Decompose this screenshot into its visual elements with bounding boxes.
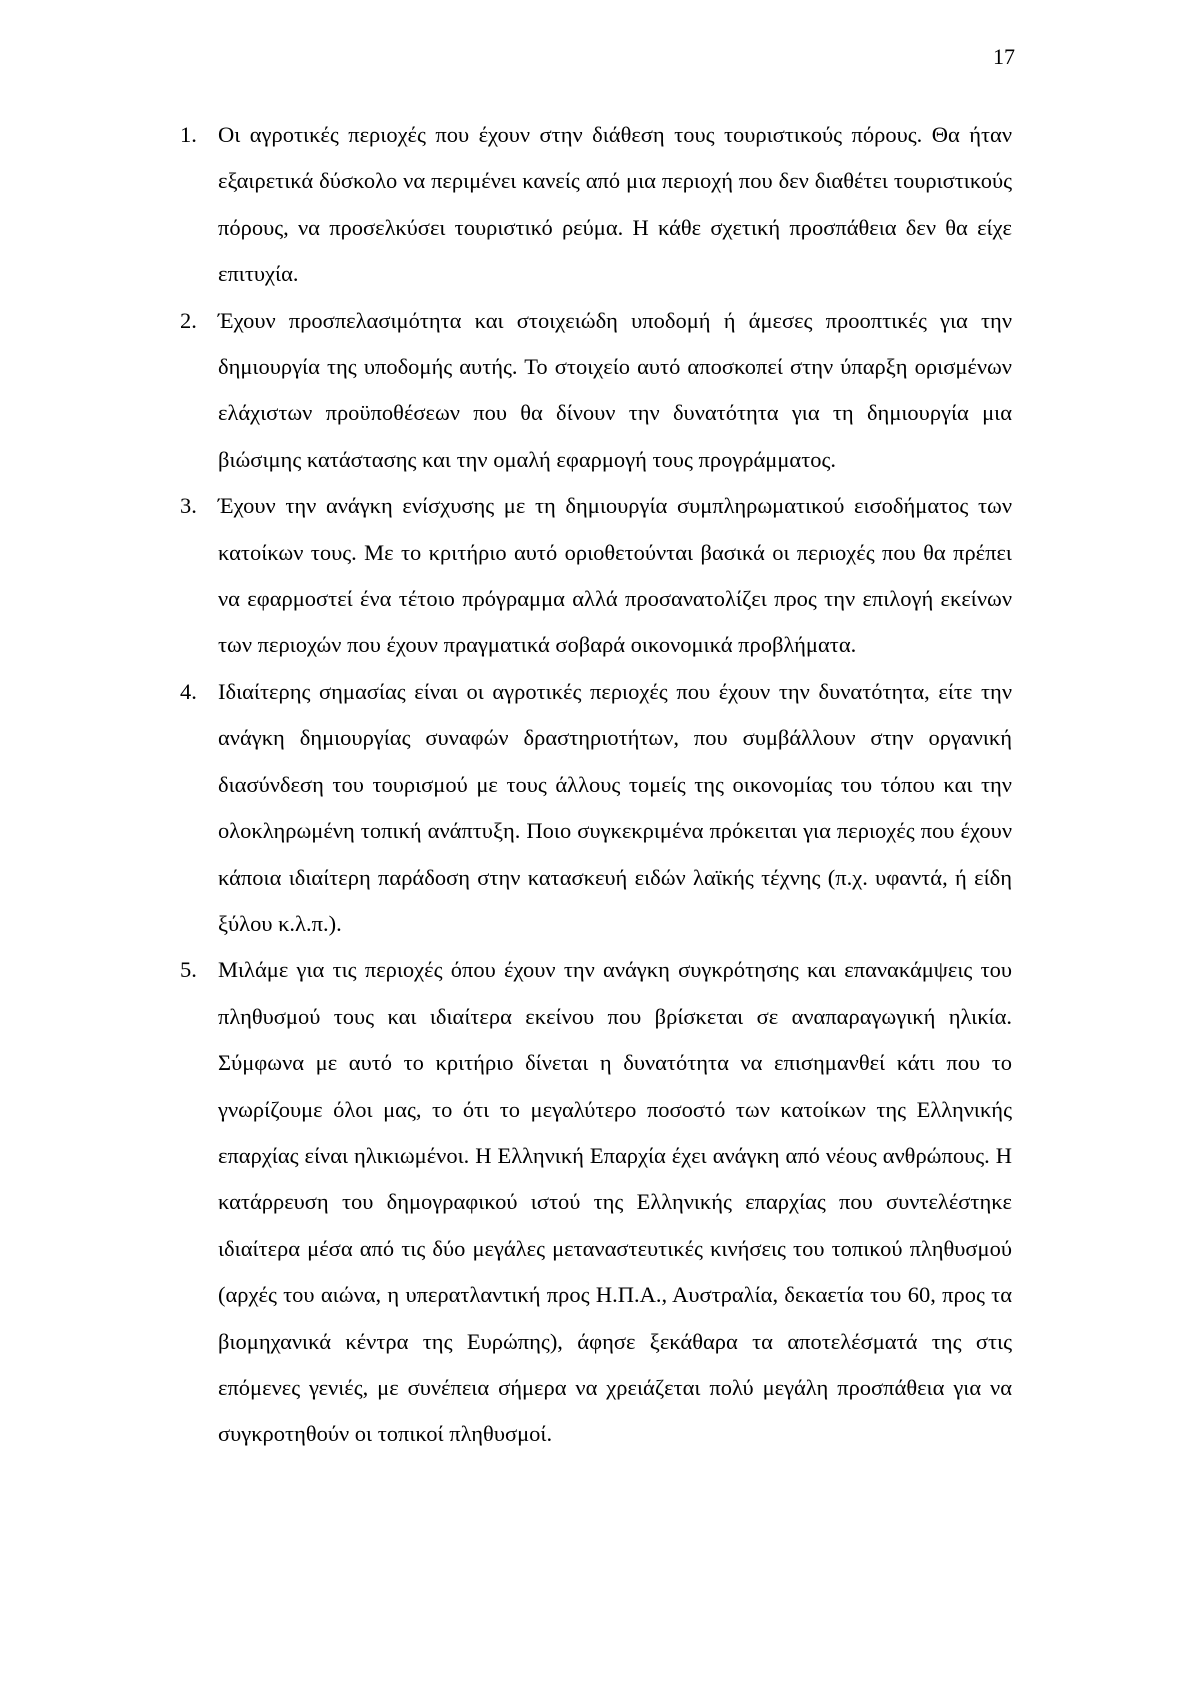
list-item [180,298,1012,484]
list-item-text: Μιλάμε για τις περιοχές όπου έχουν την ανάγκη συγκρότησης και επανακάμψεις του πληθυσμού τους και ιδιαίτερα εκείνου που βρίσκεται σε αναπαραγωγική ηλικία. Σύμφωνα με αυτό το κριτήριο δίνεται η δυνατότητα να επισημανθεί κάτι που το γνωρίζουμε όλοι μας, το ότι το μεγαλύτερο ποσοστό των κατοίκων της Ελληνικής επαρχίας είναι ηλικιωμένοι. Η Ελληνική Επαρχία έχει ανάγκη από νέους ανθρώπους. Η κατάρρευση του δημογραφικού ιστού της Ελληνικής επαρχίας που συντελέστηκε ιδιαίτερα μέσα από τις δύο μεγάλες μεταναστευτικές κινήσεις του τοπικού πληθυσμού (αρχές του αιώνα, η υπερατλαντική προς Η.Π.Α., Αυστραλία, δεκαετία του 60, προς τα βιομηχανικά κέντρα της Ευρώπης), άφησε ξεκάθαρα τα αποτελέσματά της στις επόμενες γενιές, με συνέπεια σήμερα να χρειάζεται πολύ μεγάλη προσπάθεια για να συγκροτηθούν οι τοπικοί πληθυσμοί. [218,957,1012,1447]
list-item-number: 5. [180,957,197,983]
page-number: 17 [993,44,1015,69]
list-item-number: 2. [180,307,197,333]
list-item-text: Οι αγροτικές περιοχές που έχουν στην διάθεση τους τουριστικούς πόρους. Θα ήταν εξαιρετικά δύσκολο να περιμένει κανείς από μια περιοχή που δεν διαθέτει τουριστικούς πόρους, να προσελκύσει τουριστικό ρεύμα. Η κάθε σχετική προσπάθεια δεν θα είχε επιτυχία. [218,122,1012,287]
list-item [180,947,1012,1457]
list-item [180,669,1012,947]
criteria-list [180,112,1012,1458]
list-item-text: Έχουν προσπελασιμότητα και στοιχειώδη υποδομή ή άμεσες προοπτικές για την δημιουργία της υποδομής αυτής. Το στοιχείο αυτό αποσκοπεί στην ύπαρξη ορισμένων ελάχιστων προϋποθέσεων που θα δίνουν την δυνατότητα για τη δημιουργία μια βιώσιμης κατάστασης και την ομαλή εφαρμογή τους προγράμματος. [218,307,1012,472]
list-item-number: 1. [180,122,197,147]
list-item [180,112,1012,298]
list-item [180,483,1012,669]
list-item-number: 3. [180,493,197,519]
list-item-text: Ιδιαίτερης σημασίας είναι οι αγροτικές περιοχές που έχουν την δυνατότητα, είτε την ανάγκη δημιουργίας συναφών δραστηριοτήτων, που συμβάλλουν στην οργανική διασύνδεση του τουρισμού με τους άλλους τομείς της οικονομίας του τόπου και την ολοκληρωμένη τοπική ανάπτυξη. Ποιο συγκεκριμένα πρόκειται για περιοχές που έχουν κάποια ιδιαίτερη παράδοση στην κατασκευή ειδών λαϊκής τέχνης (π.χ. υφαντά, ή είδη ξύλου κ.λ.π.). [218,678,1012,936]
list-item-text: Έχουν την ανάγκη ενίσχυσης με τη δημιουργία συμπληρωματικού εισοδήματος των κατοίκων τους. Με το κριτήριο αυτό οριοθετούνται βασικά οι περιοχές που θα πρέπει να εφαρμοστεί ένα τέτοιο πρόγραμμα αλλά προσανατολίζει προς την επιλογή εκείνων των περιοχών που έχουν πραγματικά σοβαρά οικονομικά προβλήματα. [218,493,1012,658]
list-item-number: 4. [180,678,197,704]
